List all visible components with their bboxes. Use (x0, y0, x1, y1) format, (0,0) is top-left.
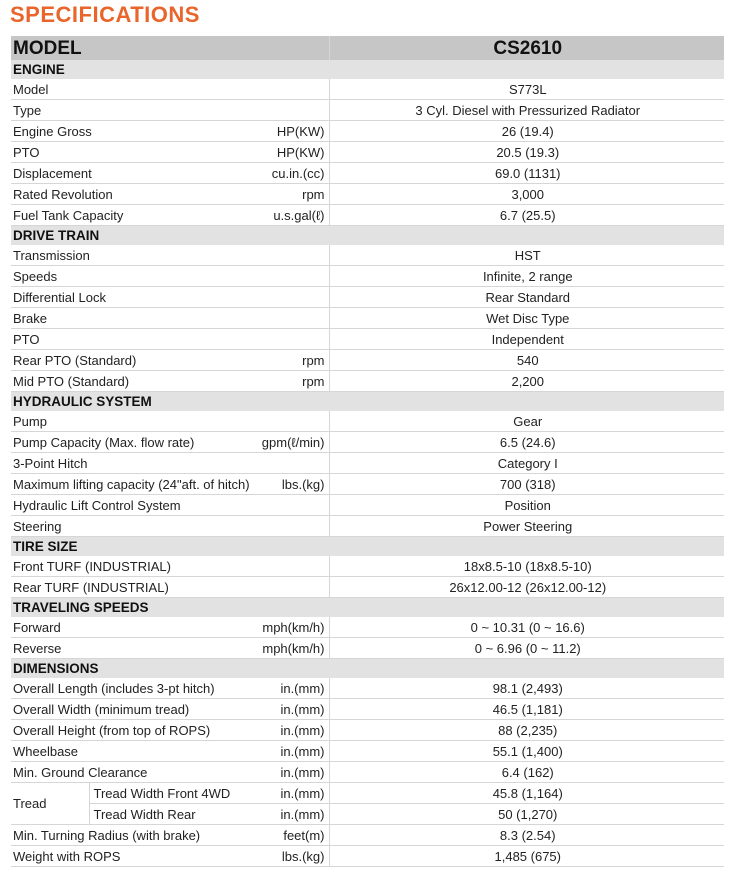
spec-row (11, 100, 724, 121)
spec-label: Reverse (11, 638, 259, 659)
spec-unit: mph(km/h) (259, 617, 329, 638)
spec-unit: rpm (259, 371, 329, 392)
spec-value: 2,200 (329, 371, 724, 392)
section-title: DIMENSIONS (11, 659, 724, 679)
spec-unit: mph(km/h) (259, 638, 329, 659)
spec-row (11, 846, 724, 867)
spec-value: 55.1 (1,400) (329, 741, 724, 762)
spec-label: 3-Point Hitch (11, 453, 259, 474)
spec-label: Forward (11, 617, 259, 638)
spec-label: Hydraulic Lift Control System (11, 495, 259, 516)
spec-unit: in.(mm) (259, 783, 329, 804)
spec-label: Rear TURF (INDUSTRIAL) (11, 577, 259, 598)
spec-unit: in.(mm) (259, 678, 329, 699)
spec-label: Fuel Tank Capacity (11, 205, 259, 226)
spec-label: Pump (11, 411, 259, 432)
spec-value: Power Steering (329, 516, 724, 537)
page-title: SPECIFICATIONS (10, 2, 200, 27)
section-title: HYDRAULIC SYSTEM (11, 392, 724, 412)
spec-row (11, 142, 724, 163)
section-header (11, 60, 724, 79)
spec-row (11, 741, 724, 762)
spec-unit (259, 453, 329, 474)
section-title: DRIVE TRAIN (11, 226, 724, 246)
spec-label: Engine Gross (11, 121, 259, 142)
spec-unit: rpm (259, 350, 329, 371)
spec-unit: HP(KW) (259, 142, 329, 163)
spec-label: Mid PTO (Standard) (11, 371, 259, 392)
spec-unit (259, 577, 329, 598)
spec-value: 0 ~ 6.96 (0 ~ 11.2) (329, 638, 724, 659)
section-header (11, 659, 724, 679)
spec-value: 98.1 (2,493) (329, 678, 724, 699)
spec-row (11, 287, 724, 308)
spec-unit (259, 287, 329, 308)
spec-label: Overall Length (includes 3-pt hitch) (11, 678, 259, 699)
spec-label: Displacement (11, 163, 259, 184)
spec-row (11, 577, 724, 598)
spec-value: 3,000 (329, 184, 724, 205)
spec-row (11, 371, 724, 392)
spec-value: 8.3 (2.54) (329, 825, 724, 846)
spec-label: Speeds (11, 266, 259, 287)
spec-row (11, 804, 724, 825)
spec-label: Weight with ROPS (11, 846, 259, 867)
model-header-label: MODEL (11, 36, 329, 60)
spec-value: 18x8.5-10 (18x8.5-10) (329, 556, 724, 577)
spec-table-body (11, 36, 724, 867)
spec-row (11, 205, 724, 226)
spec-unit: u.s.gal(ℓ) (259, 205, 329, 226)
spec-label: Maximum lifting capacity (24"aft. of hitch) (11, 474, 259, 495)
section-title: ENGINE (11, 60, 724, 79)
section-header (11, 537, 724, 557)
spec-unit (259, 516, 329, 537)
spec-unit (259, 266, 329, 287)
spec-value: Category I (329, 453, 724, 474)
spec-row (11, 678, 724, 699)
section-header (11, 226, 724, 246)
spec-row (11, 163, 724, 184)
spec-label: Min. Turning Radius (with brake) (11, 825, 259, 846)
spec-label: PTO (11, 142, 259, 163)
spec-label: Rear PTO (Standard) (11, 350, 259, 371)
spec-value: Position (329, 495, 724, 516)
spec-unit: in.(mm) (259, 741, 329, 762)
spec-row (11, 121, 724, 142)
spec-label: Transmission (11, 245, 259, 266)
spec-row (11, 432, 724, 453)
spec-value: Wet Disc Type (329, 308, 724, 329)
spec-label: Brake (11, 308, 259, 329)
spec-table (11, 36, 724, 867)
spec-unit (259, 79, 329, 100)
spec-row (11, 350, 724, 371)
spec-value: 3 Cyl. Diesel with Pressurized Radiator (329, 100, 724, 121)
spec-row (11, 495, 724, 516)
spec-unit (259, 411, 329, 432)
spec-label: Min. Ground Clearance (11, 762, 259, 783)
spec-row (11, 556, 724, 577)
spec-unit: in.(mm) (259, 762, 329, 783)
spec-row (11, 720, 724, 741)
section-header (11, 392, 724, 412)
tread-label: Tread (11, 783, 89, 825)
spec-value: 50 (1,270) (329, 804, 724, 825)
spec-unit: in.(mm) (259, 699, 329, 720)
spec-label: Front TURF (INDUSTRIAL) (11, 556, 259, 577)
spec-value: 20.5 (19.3) (329, 142, 724, 163)
spec-row (11, 453, 724, 474)
spec-value: 540 (329, 350, 724, 371)
spec-row (11, 699, 724, 720)
spec-row (11, 617, 724, 638)
spec-label: PTO (11, 329, 259, 350)
spec-unit (259, 100, 329, 121)
spec-unit: in.(mm) (259, 804, 329, 825)
spec-label: Pump Capacity (Max. flow rate) (11, 432, 259, 453)
spec-row (11, 411, 724, 432)
spec-label: Differential Lock (11, 287, 259, 308)
spec-label: Tread Width Front 4WD (89, 783, 259, 804)
spec-value: Independent (329, 329, 724, 350)
spec-value: HST (329, 245, 724, 266)
spec-label: Wheelbase (11, 741, 259, 762)
spec-unit: HP(KW) (259, 121, 329, 142)
spec-value: 46.5 (1,181) (329, 699, 724, 720)
spec-row (11, 184, 724, 205)
spec-value: Infinite, 2 range (329, 266, 724, 287)
spec-unit: lbs.(kg) (259, 846, 329, 867)
section-title: TRAVELING SPEEDS (11, 598, 724, 618)
section-title: TIRE SIZE (11, 537, 724, 557)
spec-row (11, 638, 724, 659)
spec-label: Steering (11, 516, 259, 537)
spec-value: Gear (329, 411, 724, 432)
spec-value: 26x12.00-12 (26x12.00-12) (329, 577, 724, 598)
spec-value: 69.0 (1131) (329, 163, 724, 184)
spec-row (11, 245, 724, 266)
spec-row (11, 762, 724, 783)
spec-label: Model (11, 79, 259, 100)
spec-row (11, 474, 724, 495)
spec-unit (259, 308, 329, 329)
spec-value: 700 (318) (329, 474, 724, 495)
spec-unit: cu.in.(cc) (259, 163, 329, 184)
spec-unit: rpm (259, 184, 329, 205)
spec-value: 6.7 (25.5) (329, 205, 724, 226)
spec-label: Tread Width Rear (89, 804, 259, 825)
spec-value: Rear Standard (329, 287, 724, 308)
spec-unit: lbs.(kg) (259, 474, 329, 495)
spec-label: Rated Revolution (11, 184, 259, 205)
spec-row (11, 266, 724, 287)
model-header-row (11, 36, 724, 60)
spec-row (11, 329, 724, 350)
spec-row (11, 783, 724, 804)
spec-unit (259, 329, 329, 350)
spec-row (11, 516, 724, 537)
spec-unit (259, 245, 329, 266)
spec-value: 6.4 (162) (329, 762, 724, 783)
spec-row (11, 308, 724, 329)
spec-unit: gpm(ℓ/min) (259, 432, 329, 453)
spec-unit: feet(m) (259, 825, 329, 846)
spec-value: 45.8 (1,164) (329, 783, 724, 804)
spec-unit: in.(mm) (259, 720, 329, 741)
spec-unit (259, 556, 329, 577)
spec-row (11, 825, 724, 846)
section-header (11, 598, 724, 618)
spec-label: Type (11, 100, 259, 121)
spec-value: 6.5 (24.6) (329, 432, 724, 453)
spec-label: Overall Height (from top of ROPS) (11, 720, 259, 741)
spec-value: 1,485 (675) (329, 846, 724, 867)
spec-unit (259, 495, 329, 516)
spec-value: 88 (2,235) (329, 720, 724, 741)
spec-value: S773L (329, 79, 724, 100)
spec-value: 26 (19.4) (329, 121, 724, 142)
spec-row (11, 79, 724, 100)
spec-label: Overall Width (minimum tread) (11, 699, 259, 720)
model-header-value: CS2610 (329, 36, 724, 60)
spec-value: 0 ~ 10.31 (0 ~ 16.6) (329, 617, 724, 638)
